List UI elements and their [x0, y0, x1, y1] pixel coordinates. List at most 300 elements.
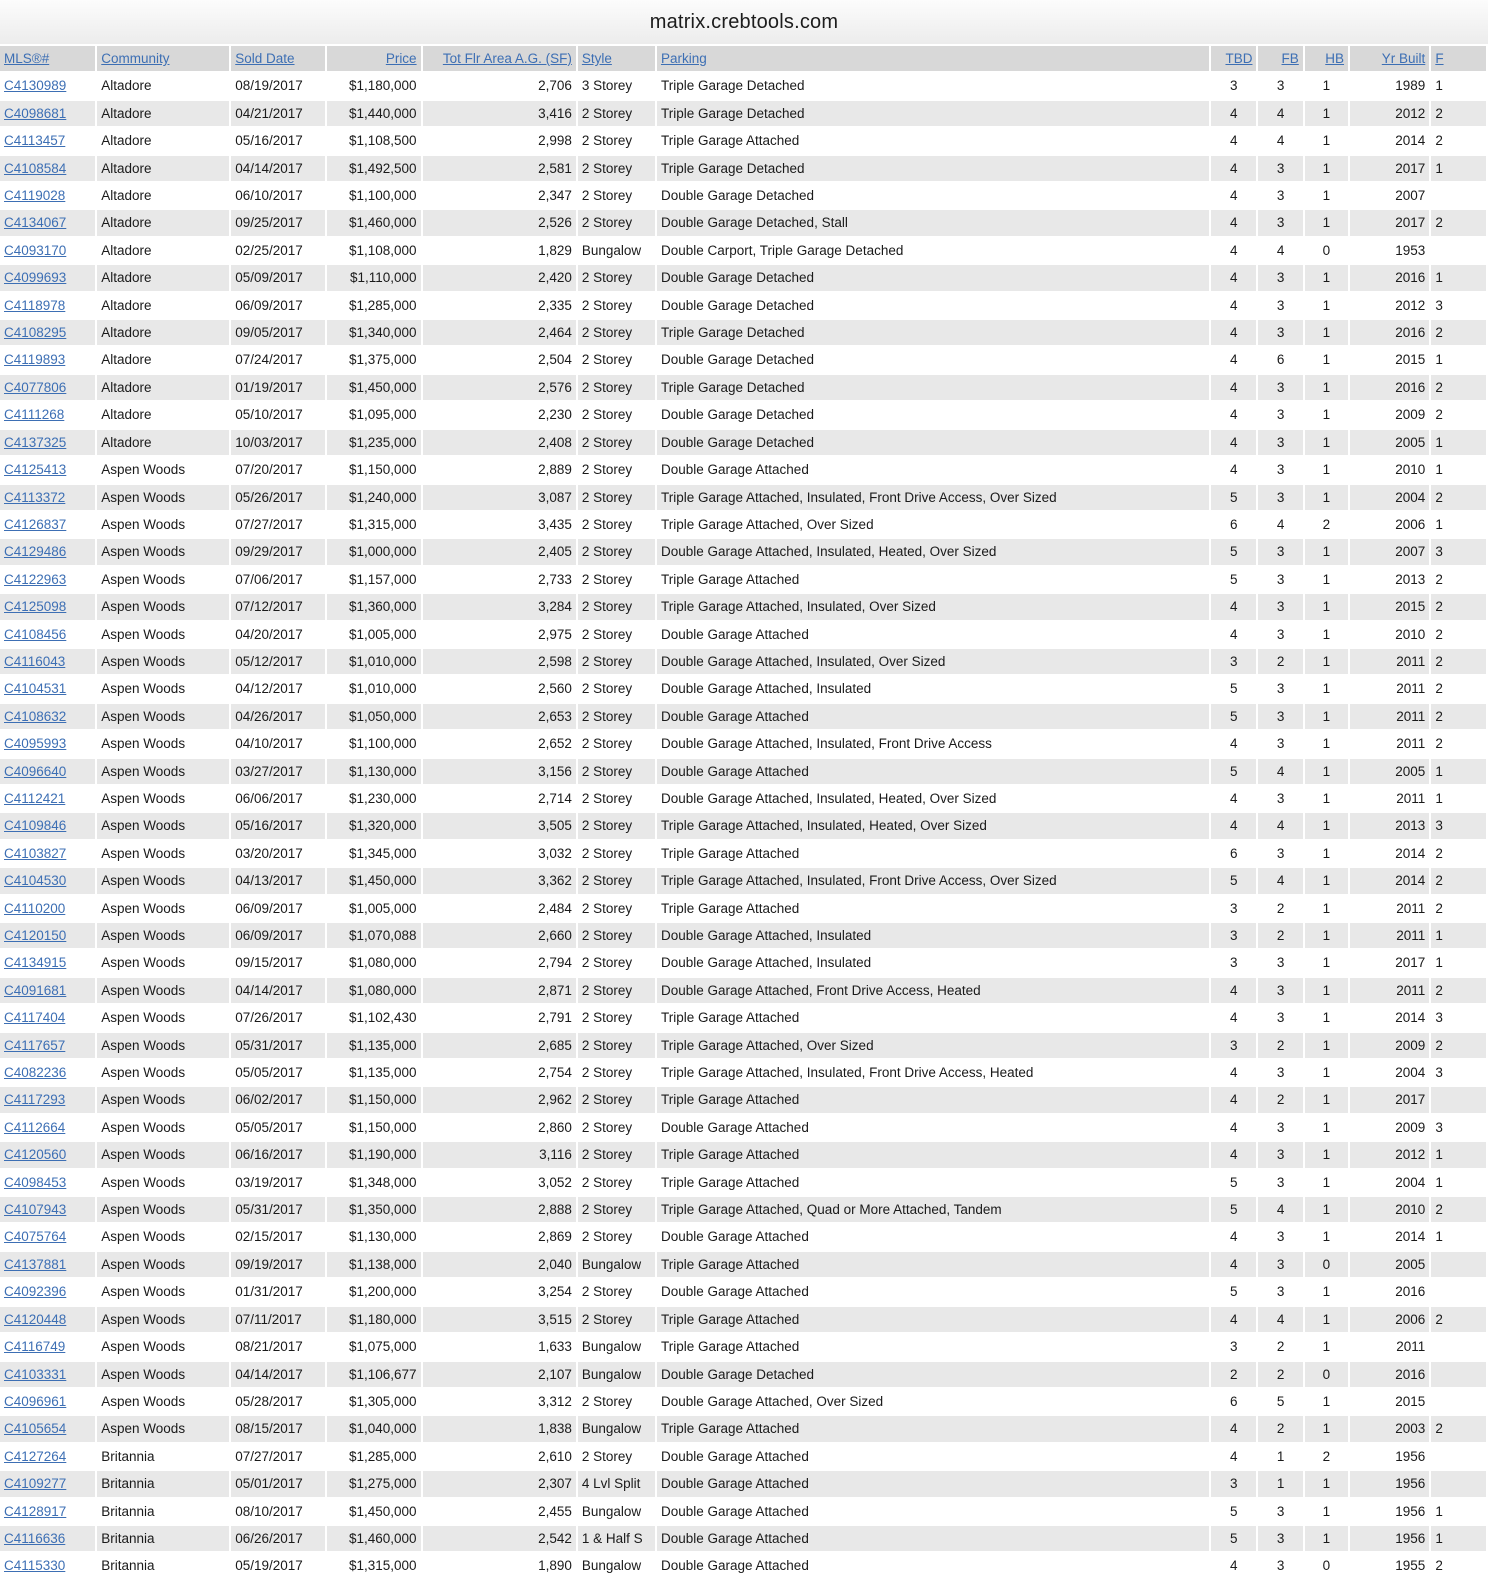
- mls-link[interactable]: C4113457: [4, 133, 66, 149]
- column-header-hb[interactable]: [1305, 46, 1348, 71]
- table-row: [0, 512, 1486, 537]
- cell-mls: [0, 676, 95, 701]
- mls-link[interactable]: C4125098: [4, 599, 67, 615]
- mls-link[interactable]: C4126837: [4, 516, 67, 532]
- cell-hb: 1: [1305, 430, 1348, 455]
- mls-link[interactable]: C4099693: [4, 270, 67, 286]
- cell-fb: 3: [1258, 567, 1302, 592]
- cell-price: $1,460,000: [327, 210, 421, 235]
- cell-tbd: 4: [1211, 813, 1256, 838]
- cell-style: 2 Storey: [578, 539, 655, 564]
- cell-mls: [0, 1526, 95, 1551]
- cell-parking: Triple Garage Detached: [657, 156, 1209, 181]
- cell-yr_built: 2014: [1350, 841, 1429, 866]
- column-header-link[interactable]: Sold Date: [235, 51, 295, 66]
- cell-community: Altadore: [97, 101, 229, 126]
- cell-area: 2,455: [423, 1499, 576, 1524]
- cell-fb: 1: [1258, 1444, 1302, 1469]
- cell-hb: 1: [1305, 1416, 1348, 1441]
- cell-hb: 1: [1305, 1526, 1348, 1551]
- cell-yr_built: 2010: [1350, 457, 1429, 482]
- cell-fb: 4: [1258, 128, 1302, 153]
- cell-community: Aspen Woods: [97, 950, 229, 975]
- cell-price: $1,005,000: [327, 622, 421, 647]
- cell-area: 2,230: [423, 402, 576, 427]
- cell-style: 2 Storey: [578, 841, 655, 866]
- mls-link[interactable]: C4116043: [4, 653, 66, 669]
- mls-link[interactable]: C4111268: [4, 407, 65, 423]
- mls-link[interactable]: C4075764: [4, 1229, 67, 1245]
- cell-parking: Triple Garage Attached: [657, 1416, 1209, 1441]
- cell-area: 3,505: [423, 813, 576, 838]
- mls-link[interactable]: C4103827: [4, 845, 67, 861]
- cell-sold_date: 05/28/2017: [231, 1389, 325, 1414]
- cell-sold_date: 04/10/2017: [231, 731, 325, 756]
- mls-link[interactable]: C4117404: [4, 1010, 66, 1026]
- cell-sold_date: 04/20/2017: [231, 622, 325, 647]
- cell-mls: [0, 293, 95, 318]
- cell-hb: 1: [1305, 1334, 1348, 1359]
- mls-link[interactable]: C4082236: [4, 1065, 67, 1081]
- cell-mls: [0, 512, 95, 537]
- cell-price: $1,138,000: [327, 1252, 421, 1277]
- cell-sold_date: 05/31/2017: [231, 1033, 325, 1058]
- cell-style: 2 Storey: [578, 868, 655, 893]
- column-header-link[interactable]: HB: [1325, 51, 1345, 66]
- table-row: [0, 1416, 1486, 1441]
- cell-fb: 1: [1258, 1471, 1302, 1496]
- mls-link[interactable]: C4115330: [4, 1558, 66, 1574]
- cell-style: 2 Storey: [578, 1307, 655, 1332]
- cell-sold_date: 05/12/2017: [231, 649, 325, 674]
- cell-area: 3,087: [423, 485, 576, 510]
- column-header-style[interactable]: [578, 46, 655, 71]
- cell-price: $1,320,000: [327, 813, 421, 838]
- cell-yr_built: 2003: [1350, 1416, 1429, 1441]
- table-row: [0, 347, 1486, 372]
- mls-link[interactable]: C4129486: [4, 544, 67, 560]
- cell-tbd: 4: [1211, 786, 1256, 811]
- cell-fb: 3: [1258, 485, 1302, 510]
- cell-price: $1,450,000: [327, 375, 421, 400]
- mls-link[interactable]: C4117657: [4, 1037, 66, 1053]
- cell-hb: 1: [1305, 676, 1348, 701]
- mls-link[interactable]: C4120150: [4, 928, 67, 943]
- table-row: [0, 430, 1486, 455]
- column-header-link[interactable]: Tot Flr Area A.G. (SF): [442, 51, 572, 66]
- mls-link[interactable]: C4103331: [4, 1366, 67, 1382]
- cell-style: Bungalow: [578, 1553, 655, 1578]
- cell-price: $1,150,000: [327, 457, 421, 482]
- cell-community: Aspen Woods: [97, 1170, 229, 1195]
- cell-yr_built: 2016: [1350, 1362, 1429, 1387]
- mls-link[interactable]: C4130989: [4, 78, 67, 94]
- cell-parking: Double Garage Attached: [657, 1553, 1209, 1578]
- column-header-sold_date[interactable]: [231, 46, 325, 71]
- mls-link[interactable]: C4116636: [4, 1530, 66, 1546]
- mls-link[interactable]: C4093170: [4, 242, 67, 258]
- table-row: [0, 813, 1486, 838]
- cell-tbd: 5: [1211, 1170, 1256, 1195]
- cell-yr_built: 2017: [1350, 156, 1429, 181]
- cell-mls: [0, 1444, 95, 1469]
- cell-tbd: 5: [1211, 704, 1256, 729]
- cell-yr_built: 2011: [1350, 896, 1429, 921]
- table-row: [0, 868, 1486, 893]
- cell-community: Altadore: [97, 320, 229, 345]
- mls-link[interactable]: C4125413: [4, 462, 67, 478]
- cell-style: 2 Storey: [578, 950, 655, 975]
- cell-parking: Triple Garage Attached: [657, 128, 1209, 153]
- table-row: [0, 567, 1486, 592]
- mls-link[interactable]: C4137881: [4, 1256, 67, 1272]
- table-row: [0, 676, 1486, 701]
- cell-style: 2 Storey: [578, 622, 655, 647]
- cell-mls: [0, 649, 95, 674]
- column-header-yr_built[interactable]: [1350, 46, 1429, 71]
- cell-mls: [0, 731, 95, 756]
- table-row: [0, 1307, 1486, 1332]
- cell-tbd: 4: [1211, 430, 1256, 455]
- column-header-link[interactable]: Yr Built: [1381, 51, 1426, 66]
- cell-parking: Triple Garage Attached: [657, 896, 1209, 921]
- cell-mls: [0, 1553, 95, 1578]
- cell-price: $1,100,000: [327, 731, 421, 756]
- cell-area: 3,032: [423, 841, 576, 866]
- cell-mls: [0, 759, 95, 784]
- cell-area: 2,888: [423, 1197, 576, 1222]
- column-header-link[interactable]: FB: [1281, 51, 1299, 66]
- cell-mls: [0, 1115, 95, 1140]
- mls-link[interactable]: C4109277: [4, 1476, 67, 1492]
- table-row: [0, 265, 1486, 290]
- cell-area: 2,889: [423, 457, 576, 482]
- cell-price: $1,348,000: [327, 1170, 421, 1195]
- cell-mls: [0, 539, 95, 564]
- cell-yr_built: 1956: [1350, 1444, 1429, 1469]
- cell-yr_built: 2011: [1350, 704, 1429, 729]
- cell-mls: [0, 896, 95, 921]
- cell-community: Aspen Woods: [97, 676, 229, 701]
- cell-hb: 1: [1305, 128, 1348, 153]
- cell-sold_date: 01/19/2017: [231, 375, 325, 400]
- cell-tbd: 5: [1211, 1197, 1256, 1222]
- cell-price: $1,010,000: [327, 649, 421, 674]
- mls-link[interactable]: C4137325: [4, 434, 67, 450]
- cell-price: $1,102,430: [327, 1005, 421, 1030]
- cell-price: $1,200,000: [327, 1279, 421, 1304]
- column-header-link[interactable]: Price: [385, 51, 417, 66]
- mls-link[interactable]: C4128917: [4, 1503, 67, 1519]
- column-header-link[interactable]: MLS®#: [4, 51, 50, 66]
- cell-area: 1,890: [423, 1553, 576, 1578]
- cell-yr_built: 2004: [1350, 485, 1429, 510]
- cell-hb: 1: [1305, 1060, 1348, 1085]
- cell-price: $1,135,000: [327, 1033, 421, 1058]
- cell-fb: 4: [1258, 813, 1302, 838]
- cell-parking: Triple Garage Attached, Insulated, Front Drive Access, Over Sized: [657, 485, 1209, 510]
- cell-community: Altadore: [97, 347, 229, 372]
- cell-style: 2 Storey: [578, 101, 655, 126]
- cell-mls: [0, 1197, 95, 1222]
- cell-style: 2 Storey: [578, 210, 655, 235]
- cell-area: 2,794: [423, 950, 576, 975]
- cell-fb: 3: [1258, 430, 1302, 455]
- mls-link[interactable]: C4134915: [4, 955, 67, 971]
- cell-extra: 1: [1431, 156, 1486, 181]
- cell-parking: Double Garage Attached, Insulated, Front Drive Access: [657, 731, 1209, 756]
- cell-fb: 3: [1258, 293, 1302, 318]
- cell-parking: Triple Garage Detached: [657, 375, 1209, 400]
- cell-hb: 1: [1305, 183, 1348, 208]
- cell-style: 2 Storey: [578, 567, 655, 592]
- cell-parking: Double Garage Detached, Stall: [657, 210, 1209, 235]
- column-header-price[interactable]: [327, 46, 421, 71]
- cell-tbd: 4: [1211, 402, 1256, 427]
- cell-extra: 2: [1431, 1033, 1486, 1058]
- cell-extra: 2: [1431, 1197, 1486, 1222]
- cell-style: 2 Storey: [578, 430, 655, 455]
- cell-community: Aspen Woods: [97, 731, 229, 756]
- mls-link[interactable]: C4110200: [4, 900, 66, 916]
- cell-price: $1,315,000: [327, 1553, 421, 1578]
- cell-sold_date: 07/27/2017: [231, 1444, 325, 1469]
- cell-yr_built: 2014: [1350, 128, 1429, 153]
- cell-community: Aspen Woods: [97, 1307, 229, 1332]
- cell-style: 2 Storey: [578, 265, 655, 290]
- mls-link[interactable]: C4104531: [4, 681, 67, 697]
- cell-yr_built: 2013: [1350, 813, 1429, 838]
- cell-community: Aspen Woods: [97, 594, 229, 619]
- table-row: [0, 731, 1486, 756]
- cell-price: $1,150,000: [327, 1087, 421, 1112]
- cell-extra: 2: [1431, 676, 1486, 701]
- cell-sold_date: 03/19/2017: [231, 1170, 325, 1195]
- cell-mls: [0, 1087, 95, 1112]
- cell-hb: 1: [1305, 1471, 1348, 1496]
- column-header-link[interactable]: Community: [101, 51, 170, 66]
- cell-style: 2 Storey: [578, 1444, 655, 1469]
- table-row: [0, 1526, 1486, 1551]
- cell-community: Aspen Woods: [97, 1197, 229, 1222]
- cell-fb: 3: [1258, 704, 1302, 729]
- cell-tbd: 5: [1211, 485, 1256, 510]
- mls-link[interactable]: C4108584: [4, 160, 67, 176]
- cell-fb: 3: [1258, 731, 1302, 756]
- mls-link[interactable]: C4098453: [4, 1174, 67, 1190]
- cell-price: $1,080,000: [327, 950, 421, 975]
- cell-extra: 1: [1431, 265, 1486, 290]
- table-row: [0, 320, 1486, 345]
- cell-hb: 1: [1305, 1005, 1348, 1030]
- cell-area: 2,408: [423, 430, 576, 455]
- cell-yr_built: 2016: [1350, 320, 1429, 345]
- column-header-link[interactable]: Parking: [660, 51, 707, 66]
- cell-hb: 1: [1305, 704, 1348, 729]
- cell-extra: 3: [1431, 539, 1486, 564]
- mls-link[interactable]: C4118978: [4, 297, 66, 313]
- cell-area: 2,610: [423, 1444, 576, 1469]
- cell-parking: Triple Garage Attached: [657, 841, 1209, 866]
- cell-hb: 1: [1305, 156, 1348, 181]
- cell-price: $1,450,000: [327, 868, 421, 893]
- table-row: [0, 73, 1486, 98]
- mls-link[interactable]: C4117293: [4, 1092, 66, 1108]
- cell-extra: 2: [1431, 375, 1486, 400]
- table-row: [0, 1362, 1486, 1387]
- mls-link[interactable]: C4119028: [4, 188, 66, 204]
- cell-area: 2,560: [423, 676, 576, 701]
- mls-link[interactable]: C4104530: [4, 873, 67, 889]
- mls-link[interactable]: C4092396: [4, 1284, 67, 1300]
- cell-tbd: 4: [1211, 128, 1256, 153]
- cell-fb: 3: [1258, 786, 1302, 811]
- cell-extra: 2: [1431, 485, 1486, 510]
- cell-style: 2 Storey: [578, 347, 655, 372]
- table-row: [0, 1553, 1486, 1578]
- cell-community: Altadore: [97, 265, 229, 290]
- cell-extra: 2: [1431, 128, 1486, 153]
- cell-tbd: 4: [1211, 622, 1256, 647]
- mls-link[interactable]: C4095993: [4, 736, 67, 752]
- cell-area: 2,975: [423, 622, 576, 647]
- cell-area: 2,714: [423, 786, 576, 811]
- mls-link[interactable]: C4096640: [4, 763, 67, 779]
- mls-link[interactable]: C4119893: [4, 352, 66, 368]
- cell-yr_built: 2005: [1350, 759, 1429, 784]
- cell-hb: 1: [1305, 567, 1348, 592]
- cell-community: Aspen Woods: [97, 539, 229, 564]
- mls-link[interactable]: C4096961: [4, 1393, 67, 1409]
- cell-yr_built: 1956: [1350, 1499, 1429, 1524]
- table-row: [0, 128, 1486, 153]
- cell-area: 3,116: [423, 1142, 576, 1167]
- column-header-area[interactable]: [423, 46, 576, 71]
- cell-yr_built: 2006: [1350, 1307, 1429, 1332]
- mls-link[interactable]: C4120448: [4, 1311, 67, 1327]
- site-title-bar: [0, 0, 1488, 44]
- cell-fb: 3: [1258, 1170, 1302, 1195]
- cell-tbd: 4: [1211, 1307, 1256, 1332]
- cell-tbd: 4: [1211, 375, 1256, 400]
- cell-price: $1,108,000: [327, 238, 421, 263]
- column-header-fb[interactable]: [1258, 46, 1302, 71]
- mls-link[interactable]: C4091681: [4, 982, 67, 998]
- cell-area: 2,869: [423, 1224, 576, 1249]
- cell-mls: [0, 622, 95, 647]
- cell-tbd: 3: [1211, 1033, 1256, 1058]
- table-row: [0, 1197, 1486, 1222]
- column-header-link[interactable]: F: [1435, 51, 1444, 66]
- cell-sold_date: 08/10/2017: [231, 1499, 325, 1524]
- mls-link[interactable]: C4107943: [4, 1202, 67, 1218]
- cell-price: $1,460,000: [327, 1526, 421, 1551]
- cell-sold_date: 07/12/2017: [231, 594, 325, 619]
- cell-hb: 1: [1305, 1170, 1348, 1195]
- cell-extra: 1: [1431, 786, 1486, 811]
- mls-link[interactable]: C4112421: [4, 790, 66, 806]
- cell-sold_date: 06/10/2017: [231, 183, 325, 208]
- cell-style: 2 Storey: [578, 1087, 655, 1112]
- cell-hb: 2: [1305, 1444, 1348, 1469]
- cell-parking: Triple Garage Attached: [657, 1005, 1209, 1030]
- cell-style: 2 Storey: [578, 1224, 655, 1249]
- mls-link[interactable]: C4109846: [4, 818, 67, 834]
- cell-mls: [0, 1005, 95, 1030]
- cell-style: 2 Storey: [578, 1142, 655, 1167]
- cell-extra: 2: [1431, 978, 1486, 1003]
- column-header-extra[interactable]: [1431, 46, 1486, 71]
- cell-hb: 1: [1305, 1307, 1348, 1332]
- column-header-link[interactable]: Style: [581, 51, 612, 66]
- mls-link[interactable]: C4108295: [4, 325, 67, 341]
- cell-tbd: 4: [1211, 1060, 1256, 1085]
- cell-style: 2 Storey: [578, 594, 655, 619]
- mls-link[interactable]: C4116749: [4, 1339, 66, 1355]
- cell-parking: Double Garage Attached: [657, 1444, 1209, 1469]
- mls-link[interactable]: C4105654: [4, 1421, 67, 1437]
- cell-tbd: 4: [1211, 1115, 1256, 1140]
- mls-link[interactable]: C4098681: [4, 105, 67, 121]
- cell-tbd: 3: [1211, 649, 1256, 674]
- mls-link[interactable]: C4120560: [4, 1147, 67, 1163]
- mls-link[interactable]: C4113372: [4, 489, 66, 505]
- cell-sold_date: 07/06/2017: [231, 567, 325, 592]
- mls-link[interactable]: C4127264: [4, 1448, 67, 1464]
- cell-parking: Double Garage Detached: [657, 402, 1209, 427]
- cell-parking: Double Garage Attached, Insulated: [657, 950, 1209, 975]
- cell-parking: Double Garage Attached, Insulated, Over Sized: [657, 649, 1209, 674]
- cell-price: $1,230,000: [327, 786, 421, 811]
- cell-yr_built: 2009: [1350, 1033, 1429, 1058]
- cell-yr_built: 2010: [1350, 622, 1429, 647]
- column-header-tbd[interactable]: [1211, 46, 1256, 71]
- cell-community: Aspen Woods: [97, 813, 229, 838]
- cell-hb: 1: [1305, 759, 1348, 784]
- cell-mls: [0, 1142, 95, 1167]
- cell-price: $1,375,000: [327, 347, 421, 372]
- table-row: [0, 1471, 1486, 1496]
- cell-community: Aspen Woods: [97, 567, 229, 592]
- mls-link[interactable]: C4134067: [4, 215, 67, 231]
- cell-style: 2 Storey: [578, 759, 655, 784]
- table-row: [0, 375, 1486, 400]
- cell-extra: [1431, 1444, 1486, 1469]
- cell-sold_date: 09/25/2017: [231, 210, 325, 235]
- cell-area: 2,307: [423, 1471, 576, 1496]
- cell-fb: 3: [1258, 950, 1302, 975]
- column-header-parking[interactable]: [657, 46, 1209, 71]
- cell-style: 2 Storey: [578, 1115, 655, 1140]
- column-header-community[interactable]: [97, 46, 229, 71]
- cell-price: $1,345,000: [327, 841, 421, 866]
- mls-link[interactable]: C4108632: [4, 708, 67, 724]
- cell-fb: 3: [1258, 594, 1302, 619]
- column-header-mls[interactable]: [0, 46, 95, 71]
- cell-hb: 1: [1305, 649, 1348, 674]
- mls-link[interactable]: C4122963: [4, 571, 67, 587]
- mls-link[interactable]: C4108456: [4, 626, 67, 642]
- cell-yr_built: 2012: [1350, 293, 1429, 318]
- cell-yr_built: 2011: [1350, 786, 1429, 811]
- cell-community: Aspen Woods: [97, 1389, 229, 1414]
- mls-link[interactable]: C4112664: [4, 1119, 66, 1135]
- cell-sold_date: 01/31/2017: [231, 1279, 325, 1304]
- column-header-link[interactable]: TBD: [1225, 51, 1253, 66]
- cell-area: 2,652: [423, 731, 576, 756]
- cell-area: 2,420: [423, 265, 576, 290]
- mls-link[interactable]: C4077806: [4, 379, 67, 395]
